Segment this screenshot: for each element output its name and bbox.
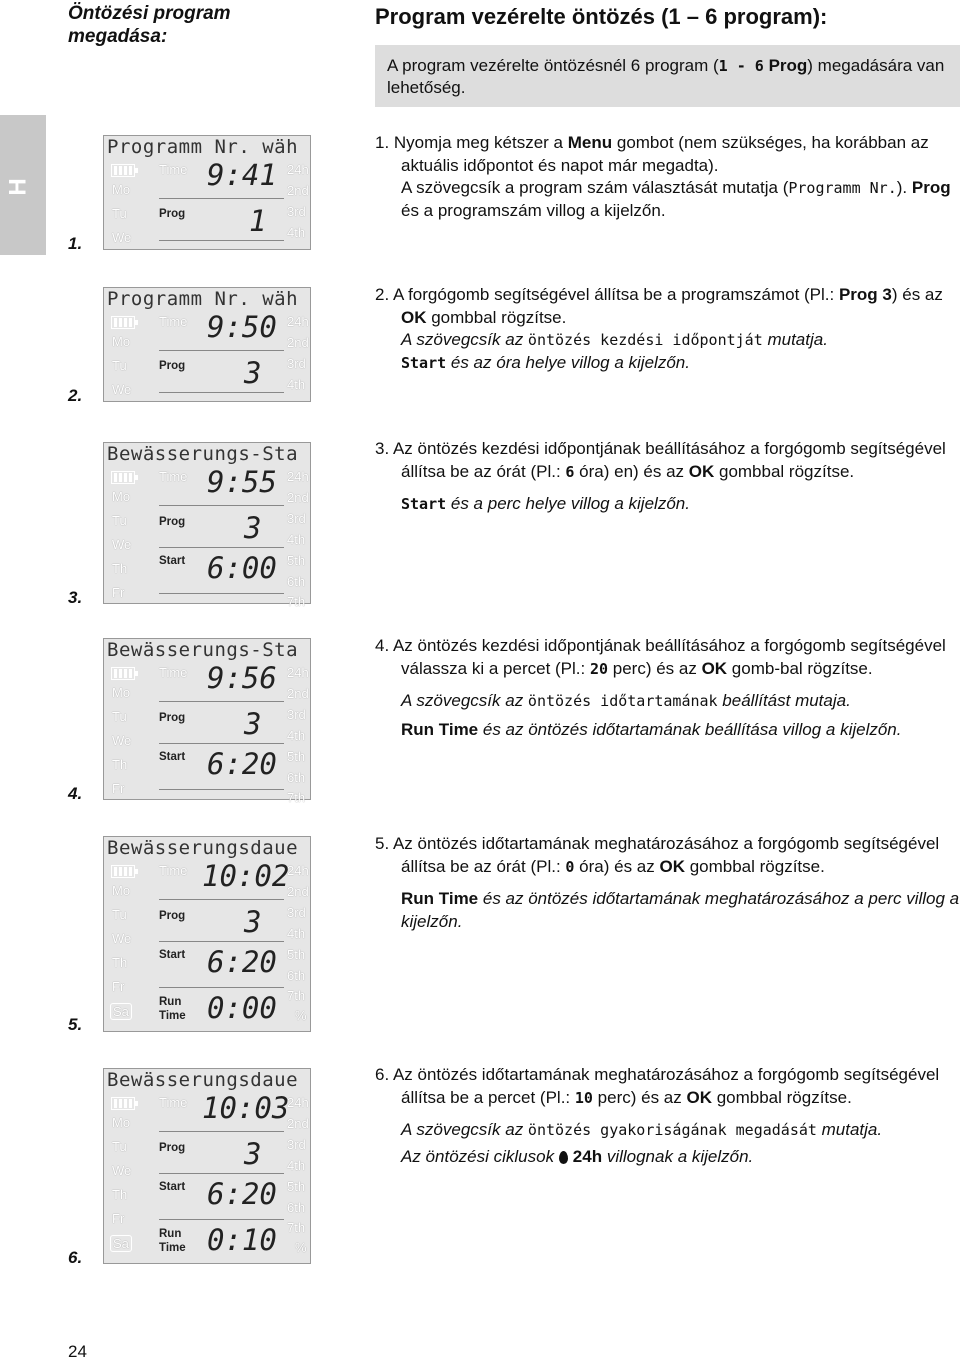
battery-icon [111,865,135,878]
water-drop-icon [559,1151,568,1164]
step-number: 6. [68,1248,83,1267]
language-tab: H [0,115,46,255]
lcd-display: Bewässerungs-Sta Time 9:56 Mo Tu We Th Fr Prog 3 Start 6:20 24h 2nd 3rd 4th 5th 6th 7th [103,638,311,800]
battery-icon [111,471,135,484]
step-number: 1. [68,234,83,253]
battery-icon [111,1097,135,1110]
lcd-display: Bewässerungs-Sta Time 9:55 Mo Tu We Th Fr Prog 3 Start 6:00 24h 2nd 3rd 4th 5th 6th 7th [103,442,311,604]
intro-box: A program vezérelte öntözésnél 6 program (1 - 6 Prog) megadására van lehetőség. [375,45,960,107]
lcd-header: Bewässerungs-Sta [107,443,299,465]
battery-icon [111,164,135,177]
lcd-display: Programm Nr. wäh Time 9:41 Mo Tu We Prog 1 24h 2nd 3rd 4th [103,135,311,250]
step-text: 4. Az öntözés kezdési időpontjának beállításához a forgógomb segítségével válassza ki a percet (Pl.: 20 perc) és az OK gomb-bal rögzítse. A szövegcsík az öntözés időtartamának beállítást mutaja. Run Time és az öntözés időtartamának beállítása villog a kijelzőn. [375,636,946,739]
step-text: 5. Az öntözés időtartamának meghatározásához a forgógomb segítségével állítsa be az órát (Pl.: 0 óra) és az OK gombbal rögzítse. Run Time és az öntözés időtartamának meghatározásához a perc villog a kijelzőn. [375,834,960,931]
step-text: 1. Nyomja meg kétszer a Menu gombot (nem szükséges, ha korábban az aktuális időpontot és napot már megadta). A szövegcsík a program szám választását mutatja (Programm Nr.). Prog és a programszám villog a kijelzőn. [375,133,951,220]
lcd-display: Bewässerungsdaue Time 10:02 Mo Tu We Th Fr Sa Prog 3 Start 6:20 Run Time 0:00 24h 2nd 3rd 4th 5th 6th 7th % [103,836,311,1032]
lcd-header: Bewässerungsdaue [107,1069,299,1091]
lcd-header: Programm Nr. wäh [107,288,299,310]
step-number: 3. [68,588,83,607]
page-number: 24 [68,1342,87,1361]
battery-icon [111,667,135,680]
lcd-header: Bewässerungs-Sta [107,639,299,661]
lcd-header: Bewässerungsdaue [107,837,299,859]
battery-icon [111,316,135,329]
side-title: Öntözési program megadása: [68,3,231,47]
step-text: 6. Az öntözés időtartamának meghatározásához a forgógomb segítségével állítsa be a percet (Pl.: 10 perc) és az OK gombbal rögzítse. A szövegcsík az öntözés gyakoriságának megadását mutatja. Az öntözési ciklusok 24h villognak a kijelzőn. [375,1065,940,1166]
lcd-display: Bewässerungsdaue Time 10:03 Mo Tu We Th Fr Sa Prog 3 Start 6:20 Run Time 0:10 24h 2nd 3rd 4th 5th 6th 7th % [103,1068,311,1264]
step-number: 2. [68,386,83,405]
step-number: 4. [68,784,83,803]
lcd-display: Programm Nr. wäh Time 9:50 Mo Tu We Prog 3 24h 2nd 3rd 4th [103,287,311,402]
step-number: 5. [68,1015,83,1034]
lcd-header: Programm Nr. wäh [107,136,299,158]
page-title: Program vezérelte öntözés (1 – 6 program): [375,4,828,29]
step-text: 2. A forgógomb segítségével állítsa be a programszámot (Pl.: Prog 3) és az OK gombbal rögzítse. A szövegcsík az öntözés kezdési időpontját mutatja. Start és az óra helye villog a kijelzőn. [375,285,943,372]
step-text: 3. Az öntözés kezdési időpontjának beállításához a forgógomb segítségével állítsa be az órát (Pl.: 6 óra) en) és az OK gombbal rögzítse. Start és a perc helye villog a kijelzőn. [375,439,946,513]
